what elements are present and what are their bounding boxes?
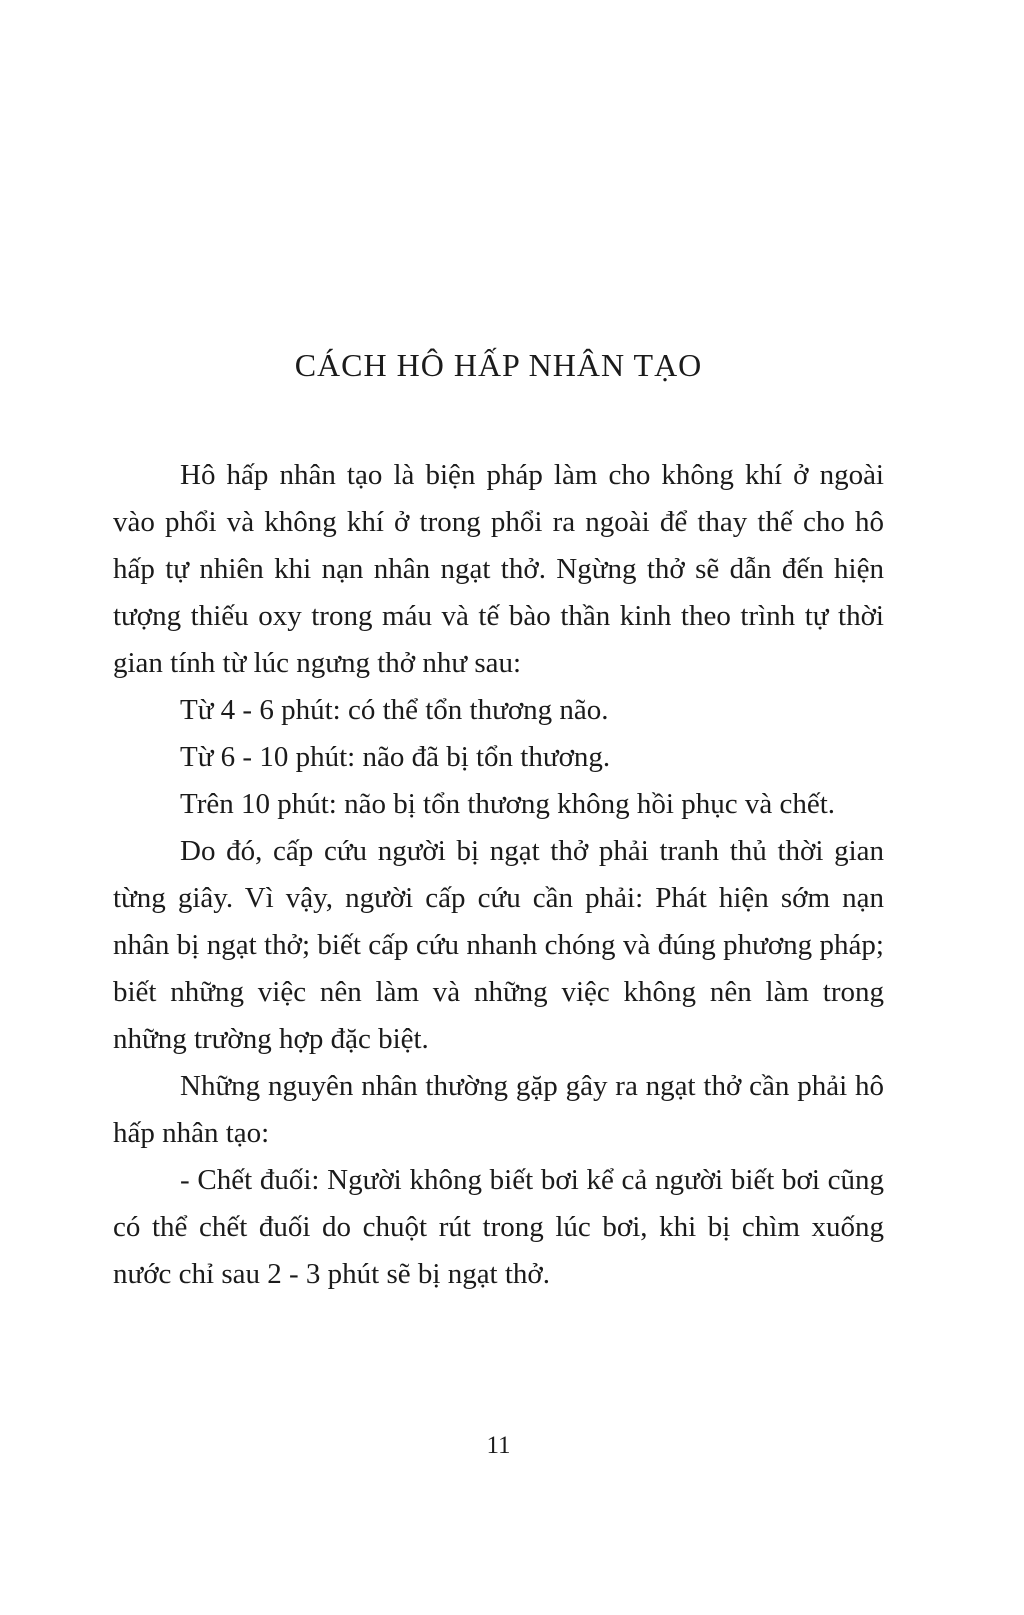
paragraph-rescue-requirements: Do đó, cấp cứu người bị ngạt thở phải tranh thủ thời gian từng giây. Vì vậy, người cấp cứu cần phải: Phát hiện sớm nạn nhân bị ngạt thở; biết cấp cứu nhanh chóng và đúng phương pháp; biết những việc nên làm và những việc không nên làm trong những trường hợp đặc biệt. bbox=[113, 835, 884, 1055]
body-text bbox=[113, 452, 884, 1298]
paragraph-6-10-minutes: Từ 6 - 10 phút: não đã bị tổn thương. bbox=[180, 741, 611, 773]
paragraph-4-6-minutes: Từ 4 - 6 phút: có thể tổn thương não. bbox=[180, 694, 609, 726]
paragraph-over-10-minutes: Trên 10 phút: não bị tổn thương không hồi phục và chết. bbox=[180, 788, 836, 820]
paragraph-drowning: - Chết đuối: Người không biết bơi kể cả người biết bơi cũng có thể chết đuối do chuột rút trong lúc bơi, khi bị chìm xuống nước chỉ sau 2 - 3 phút sẽ bị ngạt thở. bbox=[113, 1164, 884, 1290]
paragraph-intro: Hô hấp nhân tạo là biện pháp làm cho không khí ở ngoài vào phổi và không khí ở trong phổi ra ngoài để thay thế cho hô hấp tự nhiên khi nạn nhân ngạt thở. Ngừng thở sẽ dẫn đến hiện tượng thiếu oxy trong máu và tế bào thần kinh theo trình tự thời gian tính từ lúc ngưng thở như sau: bbox=[113, 459, 884, 679]
page-number: 11 bbox=[486, 1432, 511, 1459]
paragraph-causes-heading: Những nguyên nhân thường gặp gây ra ngạt thở cần phải hô hấp nhân tạo: bbox=[113, 1070, 884, 1149]
page-title: CÁCH HÔ HẤP NHÂN TẠO bbox=[294, 347, 703, 384]
